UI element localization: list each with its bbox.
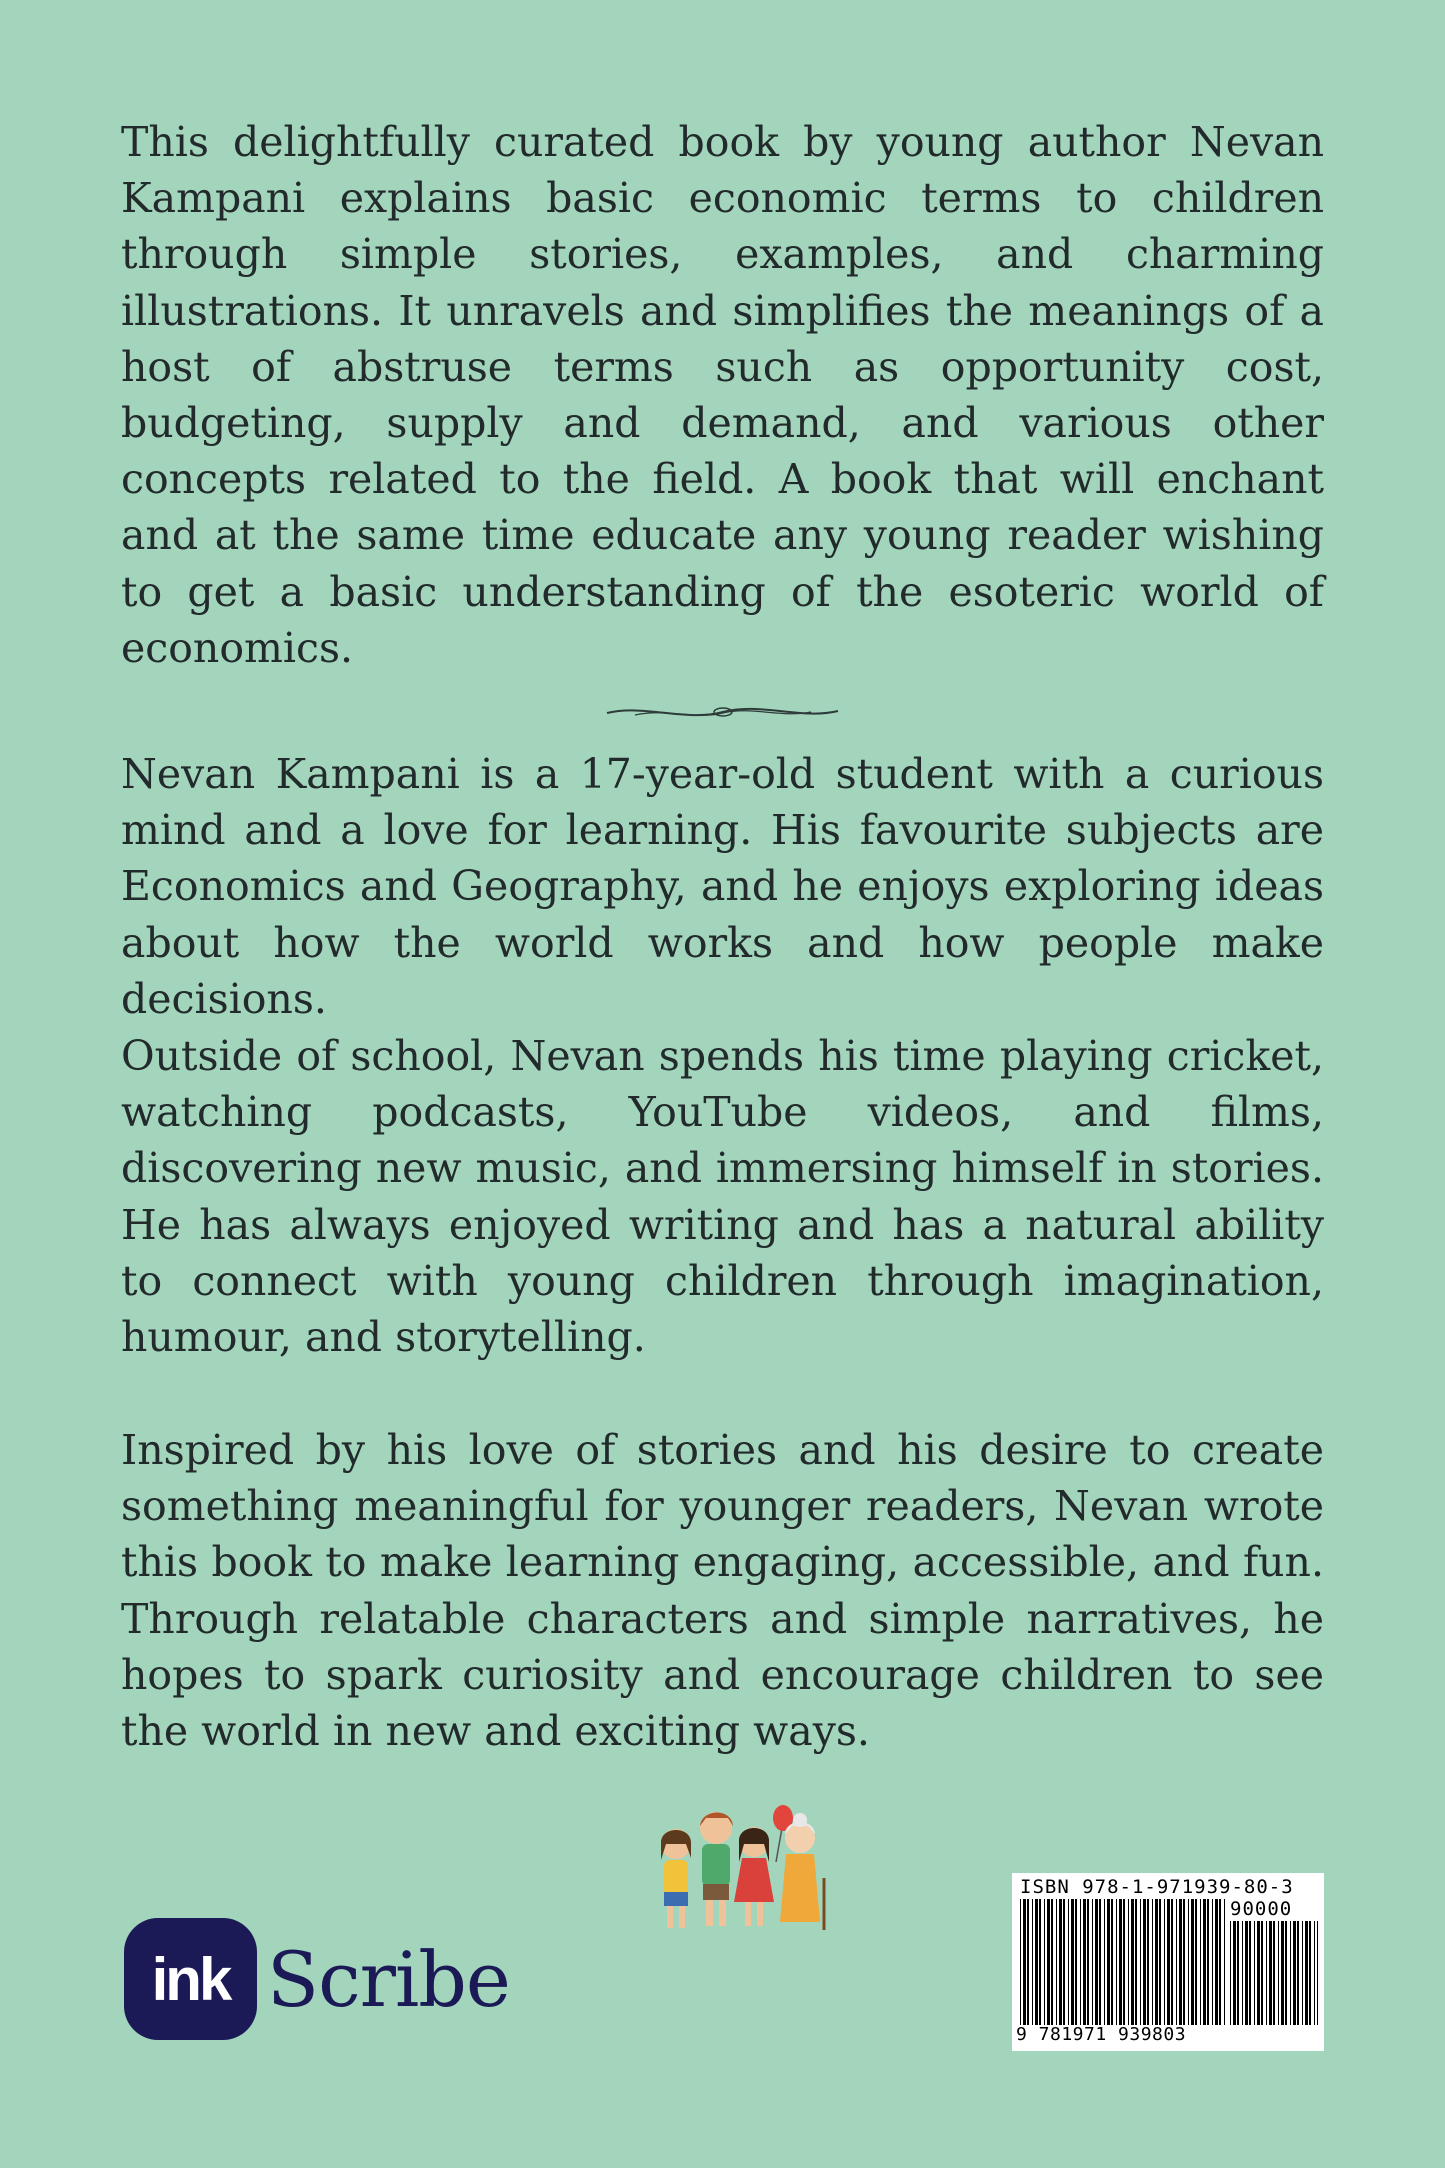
flourish-divider-icon xyxy=(605,700,840,724)
author-bio-paragraph: Inspired by his love of stories and his desire to create something meaningful for younger readers, Nevan wrote this book to make learning engaging, accessible, and fun. Through relatable characters and simple narratives, he hopes to spark curiosity and encourage children to see the world in new and exciting ways. xyxy=(121,1426,1324,1756)
publisher-logo xyxy=(124,1918,510,2040)
price-code: 90000 xyxy=(1230,1898,1293,1920)
addon-barcode-bars xyxy=(1230,1921,1318,2025)
isbn-label: ISBN 978-1-971939-80-3 xyxy=(1020,1876,1294,1898)
isbn-barcode xyxy=(1012,1873,1324,2051)
author-bio-paragraph: Nevan Kampani is a 17-year-old student with a curious mind and a love for learning. His favourite subjects are Economics and Geography, and he enjoys exploring ideas about how the world works and how people make decisions. xyxy=(121,750,1324,1023)
children-illustration-icon xyxy=(648,1798,830,1942)
author-bio-paragraph: Outside of school, Nevan spends his time playing cricket, watching podcasts, YouTube videos, and films, discovering new music, and immersing himself in stories. He has always enjoyed writing and has a natural ability to connect with young children through imagination, humour, and storytelling. xyxy=(121,1032,1324,1362)
book-blurb: This delightfully curated book by young author Nevan Kampani explains basic economic terms to children through simple stories, examples, and charming illustrations. It unravels and simplifies the meanings of a host of abstruse terms such as opportunity cost, budgeting, supply and demand, and various other concepts related to the field. A book that will enchant and at the same time educate any young reader wishing to get a basic understanding of the esoteric world of economics. xyxy=(121,118,1324,672)
ink-logo-mark: ink xyxy=(124,1918,257,2040)
publisher-wordmark: Scribe xyxy=(267,1934,510,2024)
ean-barcode-bars xyxy=(1020,1899,1225,2025)
isbn-digits: 9 781971 939803 xyxy=(1016,2024,1187,2045)
